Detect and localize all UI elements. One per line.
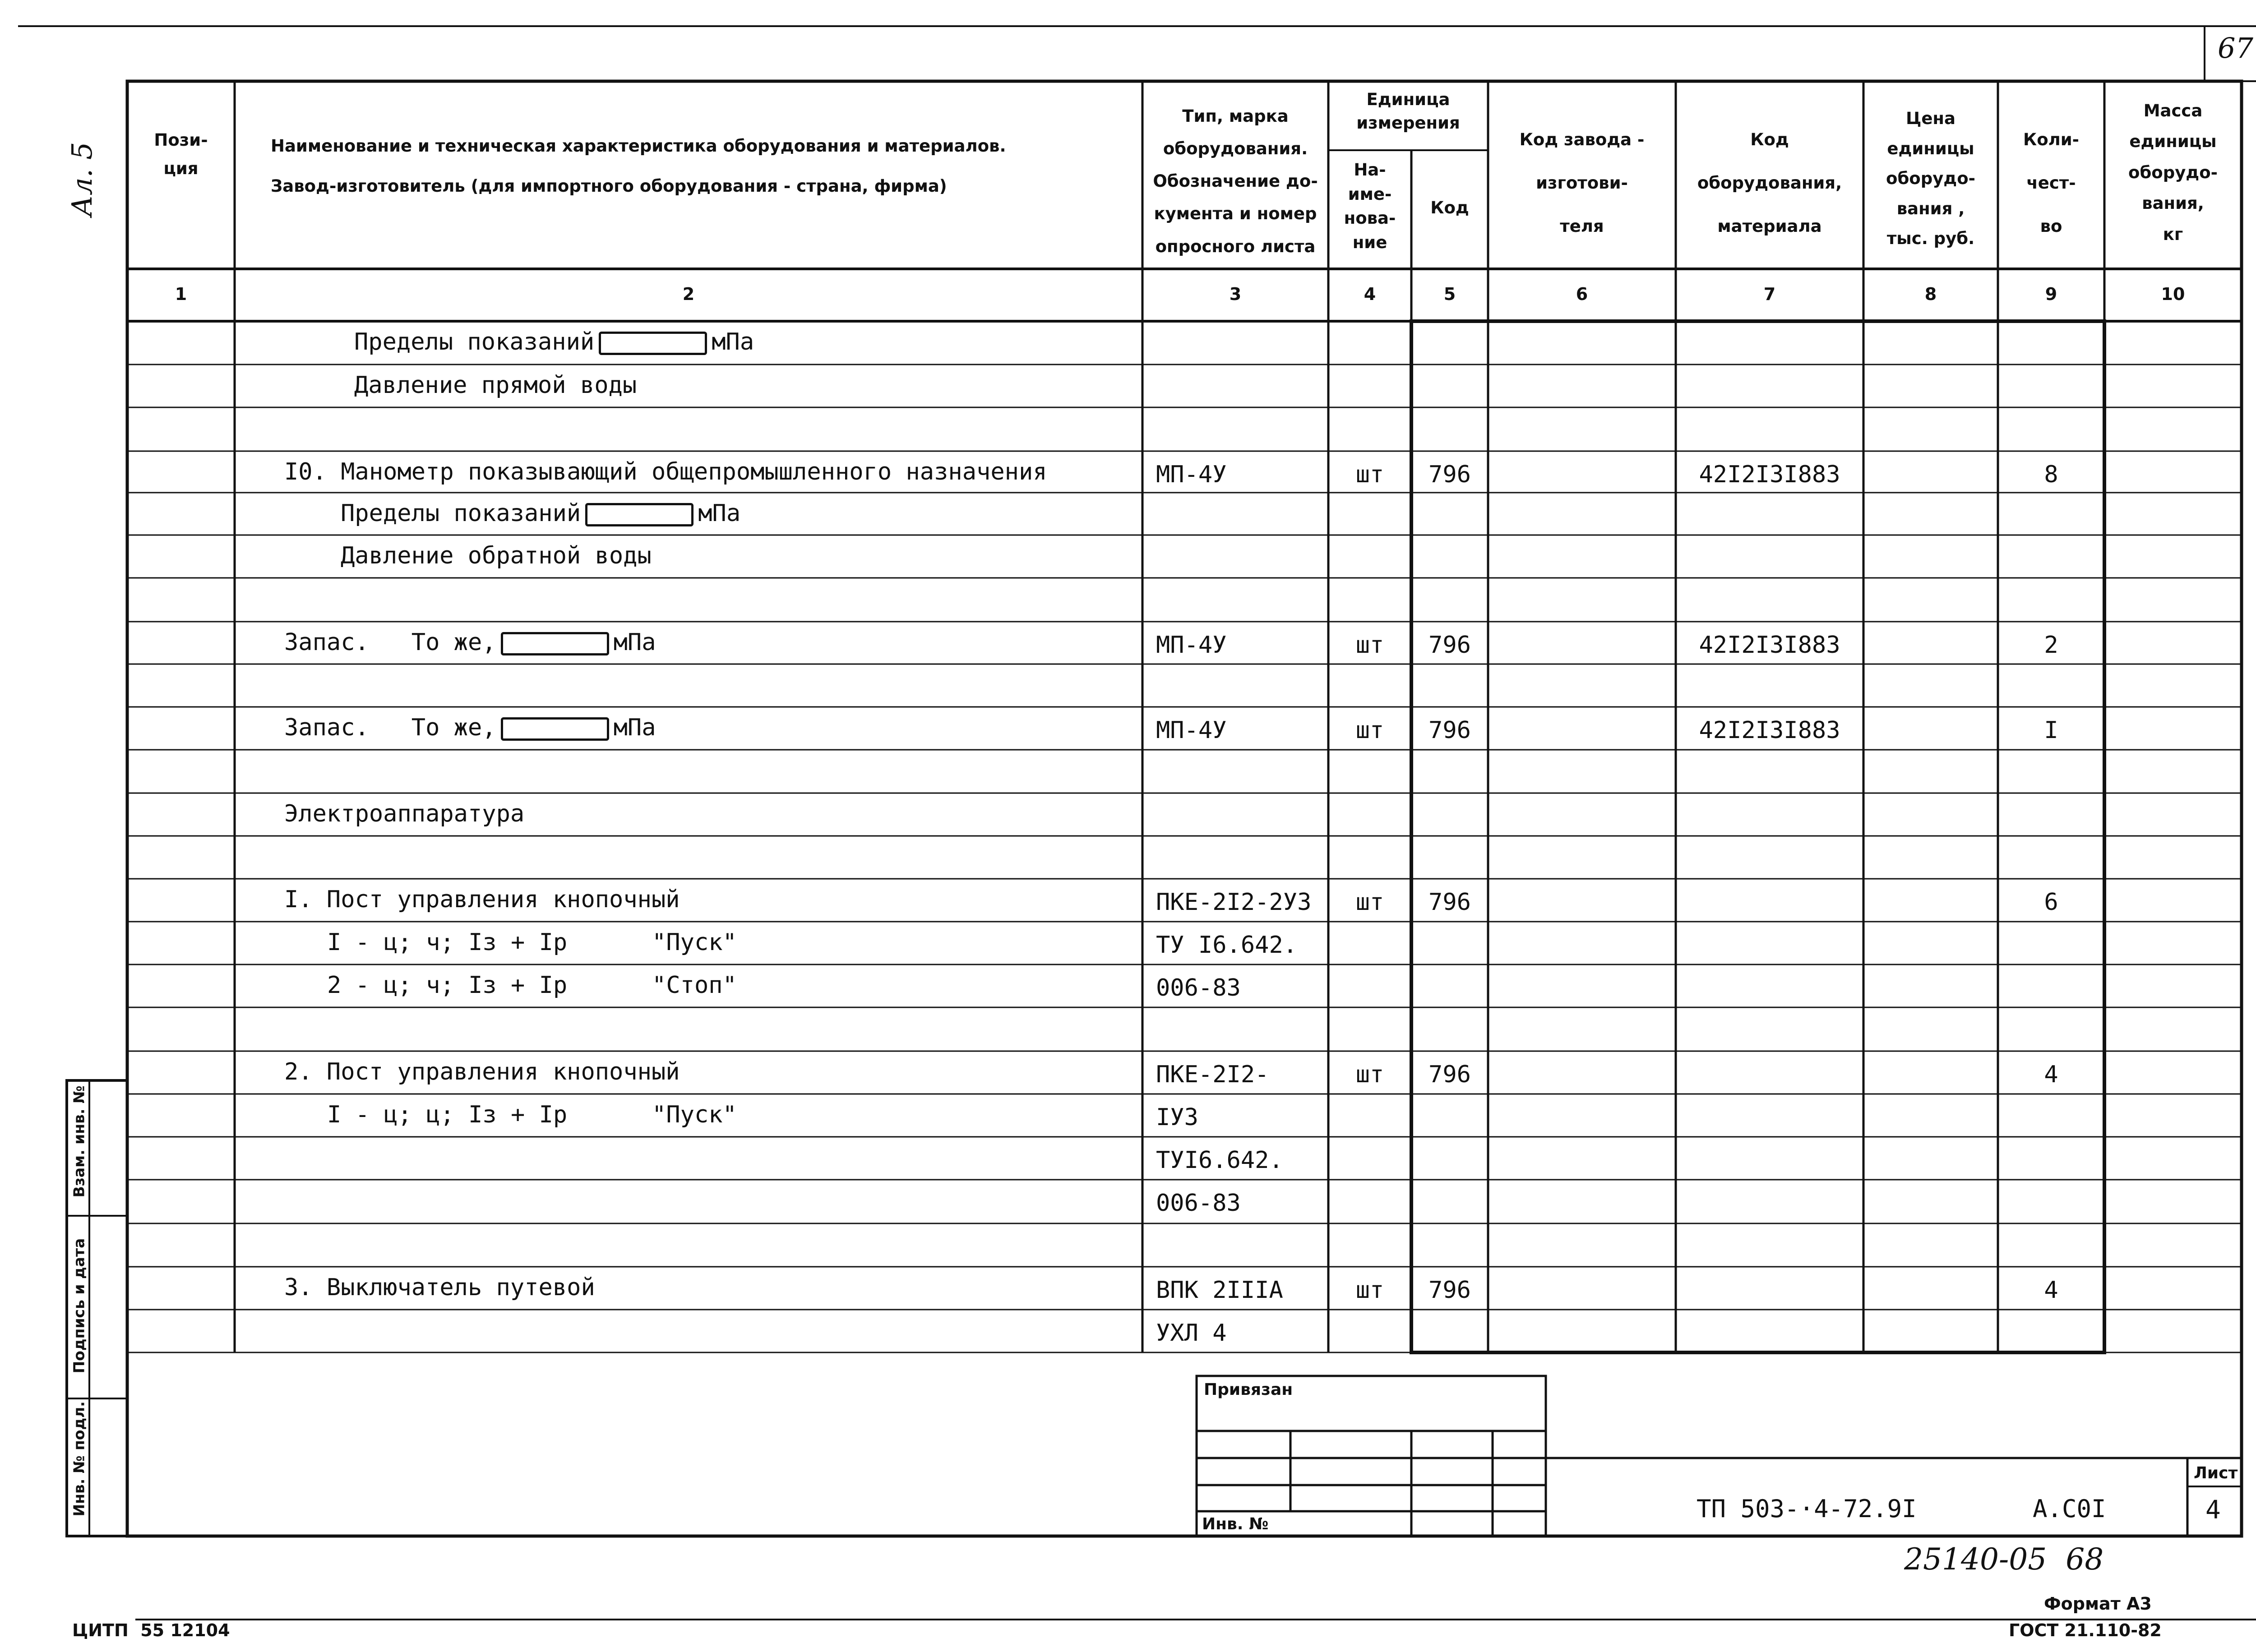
doc-code: ТП 503-·4-72.9I (1697, 1495, 1917, 1523)
row-unit-suffix: мПа (698, 500, 741, 527)
row-description-text: Электроаппаратура (284, 800, 525, 827)
header-factory-code: Код завода - изготови- теля (1519, 130, 1645, 236)
row-equipment-code: 42I2I3I883 (1699, 717, 1840, 744)
range-blank-box (501, 717, 609, 741)
range-blank-box (501, 632, 609, 655)
row-description-text: I - ц; ч; Iз + Iр "Пуск" (327, 929, 737, 956)
row-description-text: Пределы показаний (354, 328, 595, 355)
privyazan-label: Привязан (1204, 1380, 1293, 1399)
list-number: 4 (2205, 1495, 2221, 1525)
row-description-text: 3. Выключатель путевой (284, 1274, 595, 1301)
row-type: МП-4У (1156, 717, 1227, 744)
sheet-corner-number: 67 (2218, 32, 2253, 65)
row-type: 006-83 (1156, 1190, 1241, 1217)
header-name: Наименование и техническая характеристика оборудования и материалов. Завод-изготовитель (для импортного оборудования - страна, фирма) (271, 136, 1006, 196)
header-unit-name: На- име- нова- ние (1344, 160, 1396, 252)
row-description (327, 931, 737, 954)
row-description-text: Пределы показаний (341, 500, 581, 527)
row-unit-code: 796 (1428, 889, 1471, 916)
row-description-text: Давление обратной воды (341, 542, 652, 569)
row-description (354, 330, 754, 355)
row-unit-code: 796 (1428, 1277, 1471, 1304)
row-description-text: 2 - ц; ч; Iз + Iр "Стоп" (327, 972, 737, 999)
row-description-text: Давление прямой воды (354, 372, 637, 399)
column-number: 4 (1364, 284, 1376, 304)
row-quantity: 4 (2044, 1277, 2058, 1304)
header-mass: Масса единицы оборудо- вания, кг (2128, 101, 2218, 244)
row-type: ПКЕ-2I2- (1156, 1061, 1269, 1088)
row-description (327, 1103, 737, 1126)
row-unit-name: шт (1355, 717, 1384, 744)
row-description (284, 631, 656, 655)
row-quantity: 6 (2044, 889, 2058, 916)
row-equipment-code: 42I2I3I883 (1699, 461, 1840, 488)
stamp-inv-no-podl: Инв. № подл. (70, 1401, 88, 1517)
row-quantity: I (2044, 717, 2058, 744)
row-type: ТУ I6.642. (1156, 932, 1298, 959)
row-unit-suffix: мПа (712, 328, 754, 355)
doc-mark: А.С0I (2033, 1495, 2106, 1523)
column-number: 7 (1763, 284, 1776, 304)
row-unit-name: шт (1355, 889, 1384, 916)
stamp-vzam-inv: Взам. инв. № (70, 1085, 88, 1198)
row-description (341, 502, 740, 526)
row-unit-code: 796 (1428, 1061, 1471, 1088)
row-description-text: I0. Манометр показывающий общепромышленного назначения (284, 458, 1047, 485)
row-unit-code: 796 (1428, 461, 1471, 488)
inv-no-label: Инв. № (1202, 1515, 1269, 1533)
header-position: Пози- ция (154, 130, 208, 178)
row-type: УХЛ 4 (1156, 1320, 1227, 1347)
column-number: 9 (2045, 284, 2057, 304)
margin-note: Ал. 5 (65, 142, 98, 217)
range-blank-box (585, 503, 693, 526)
row-description (327, 974, 737, 997)
row-unit-suffix: мПа (613, 714, 656, 741)
row-type: МП-4У (1156, 632, 1227, 659)
row-unit-name: шт (1355, 1277, 1384, 1304)
row-description-text: 2. Пост управления кнопочный (284, 1058, 680, 1085)
range-blank-box (599, 332, 707, 355)
row-description (341, 544, 652, 568)
row-description-text: Запас. То же, (284, 629, 496, 656)
row-unit-name: шт (1355, 632, 1384, 659)
row-description (284, 716, 656, 741)
row-unit-code: 796 (1428, 632, 1471, 659)
list-label: Лист (2194, 1464, 2238, 1482)
header-quantity: Коли- чест- во (2023, 130, 2080, 236)
header-unit-price: Цена единицы оборудо- вания , тыс. руб. (1886, 109, 1975, 249)
row-quantity: 4 (2044, 1061, 2058, 1088)
row-description-text: I. Пост управления кнопочный (284, 886, 680, 913)
header-unit-code: Код (1430, 198, 1469, 217)
column-number: 1 (175, 284, 187, 304)
column-number: 5 (1443, 284, 1456, 304)
row-unit-code: 796 (1428, 717, 1471, 744)
column-number: 6 (1576, 284, 1588, 304)
header-equipment-code: Код оборудования, материала (1697, 130, 1842, 236)
row-description (354, 374, 637, 397)
row-description (284, 1276, 595, 1299)
row-unit-name: шт (1355, 461, 1384, 488)
header-type: Тип, марка оборудования. Обозначение до- кумента и номер опросного листа (1153, 106, 1318, 256)
row-type: ТУI6.642. (1156, 1147, 1283, 1174)
column-number: 8 (1924, 284, 1937, 304)
row-quantity: 2 (2044, 632, 2058, 659)
row-equipment-code: 42I2I3I883 (1699, 632, 1840, 659)
header-unit-group: Единица измерения (1356, 90, 1460, 133)
row-type: ПКЕ-2I2-2У3 (1156, 889, 1312, 916)
row-description (284, 888, 680, 911)
row-description (284, 460, 1047, 484)
column-number: 3 (1229, 284, 1242, 304)
footer-gost: ГОСТ 21.110-82 (2009, 1620, 2162, 1640)
row-quantity: 8 (2044, 461, 2058, 488)
row-description-text: I - ц; ц; Iз + Iр "Пуск" (327, 1101, 737, 1128)
footer-left: ЦИТП 55 12104 (72, 1620, 230, 1640)
row-type: 006-83 (1156, 974, 1241, 1001)
column-number: 2 (682, 284, 695, 304)
row-type: IУ3 (1156, 1104, 1198, 1131)
row-description (284, 802, 524, 826)
handwritten-number: 25140-05 68 (1904, 1542, 2104, 1577)
stamp-podpis-data: Подпись и дата (70, 1238, 88, 1374)
row-type: ВПК 2IIIА (1156, 1277, 1283, 1304)
row-description-text: Запас. То же, (284, 714, 496, 741)
row-description (284, 1060, 680, 1084)
footer-format: Формат А3 (2044, 1594, 2152, 1614)
row-unit-suffix: мПа (613, 629, 656, 656)
row-type: МП-4У (1156, 461, 1227, 488)
row-unit-name: шт (1355, 1061, 1384, 1088)
column-number: 10 (2161, 284, 2185, 304)
